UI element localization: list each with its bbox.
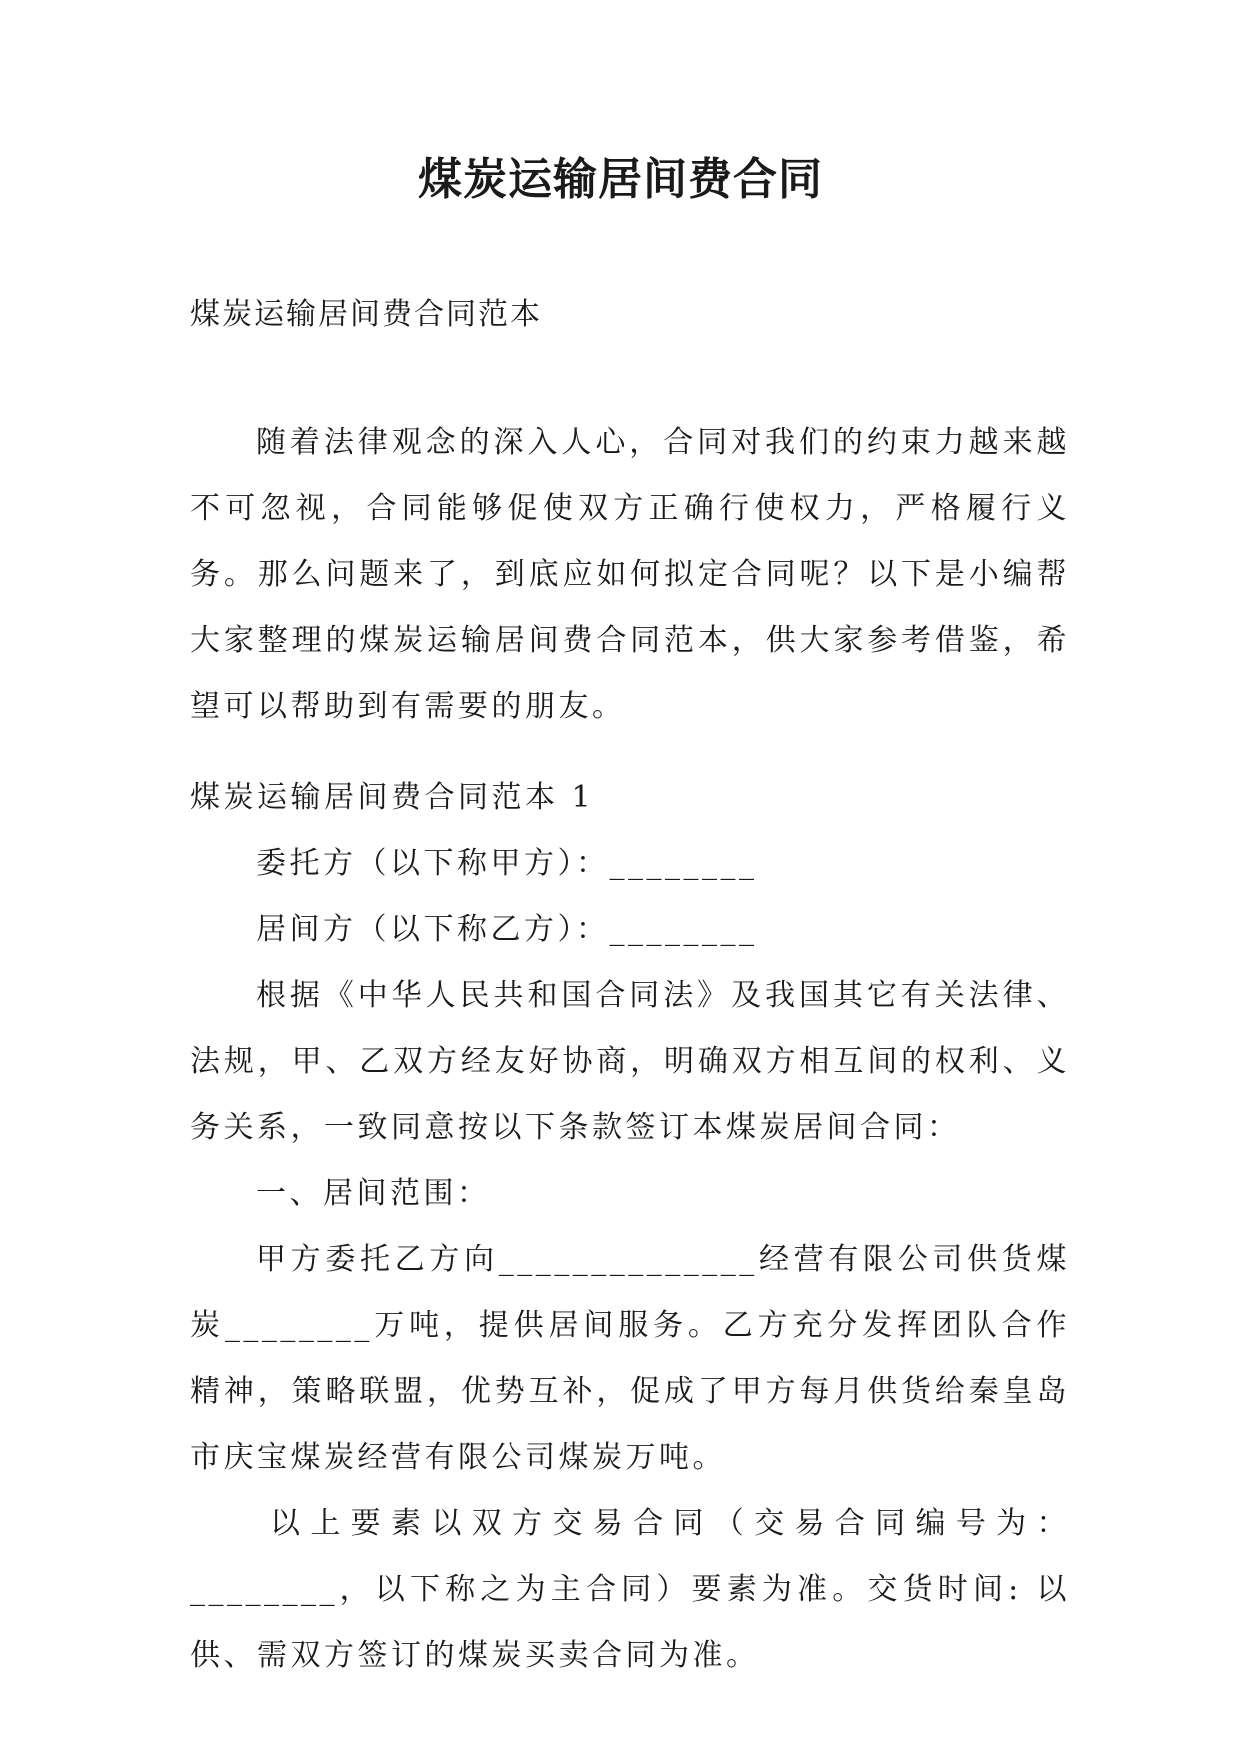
clause-1-heading: 一、居间范围： [256, 1176, 491, 1211]
party-a-line: 委托方（以下称甲方）：________ [256, 846, 758, 881]
party-b-line: 居间方（以下称乙方）：________ [256, 912, 758, 947]
preamble-paragraph: 根据《中华人民共和国合同法》及我国其它有关法律、法规，甲、乙双方经友好协商，明确双方相互间的权利、义务关系，一致同意按以下条款签订本煤炭居间合同： [190, 978, 1070, 1145]
contract-section-1 [190, 765, 1070, 1689]
clause-1-paragraph: 甲方委托乙方向______________经营有限公司供货煤炭________万吨，提供居间服务。乙方充分发挥团队合作精神，策略联盟，优势互补，促成了甲方每月供货给秦皇岛市庆宝煤炭经营有限公司煤炭万吨。 [190, 1242, 1070, 1475]
document-subtitle: 煤炭运输居间费合同范本 [190, 297, 542, 332]
section-heading: 煤炭运输居间费合同范本 1 [190, 780, 595, 815]
intro-paragraph: 随着法律观念的深入人心，合同对我们的约束力越来越不可忽视，合同能够促使双方正确行使权力，严格履行义务。那么问题来了，到底应如何拟定合同呢？以下是小编帮大家整理的煤炭运输居间费合同范本，供大家参考借鉴，希望可以帮助到有需要的朋友。 [190, 425, 1070, 724]
document-title: 煤炭运输居间费合同 [418, 154, 823, 205]
clause-1-note: 以上要素以双方交易合同（交易合同编号为：________，以下称之为主合同）要素为准。交货时间: 以供、需双方签订的煤炭买卖合同为准。 [190, 1506, 1070, 1673]
